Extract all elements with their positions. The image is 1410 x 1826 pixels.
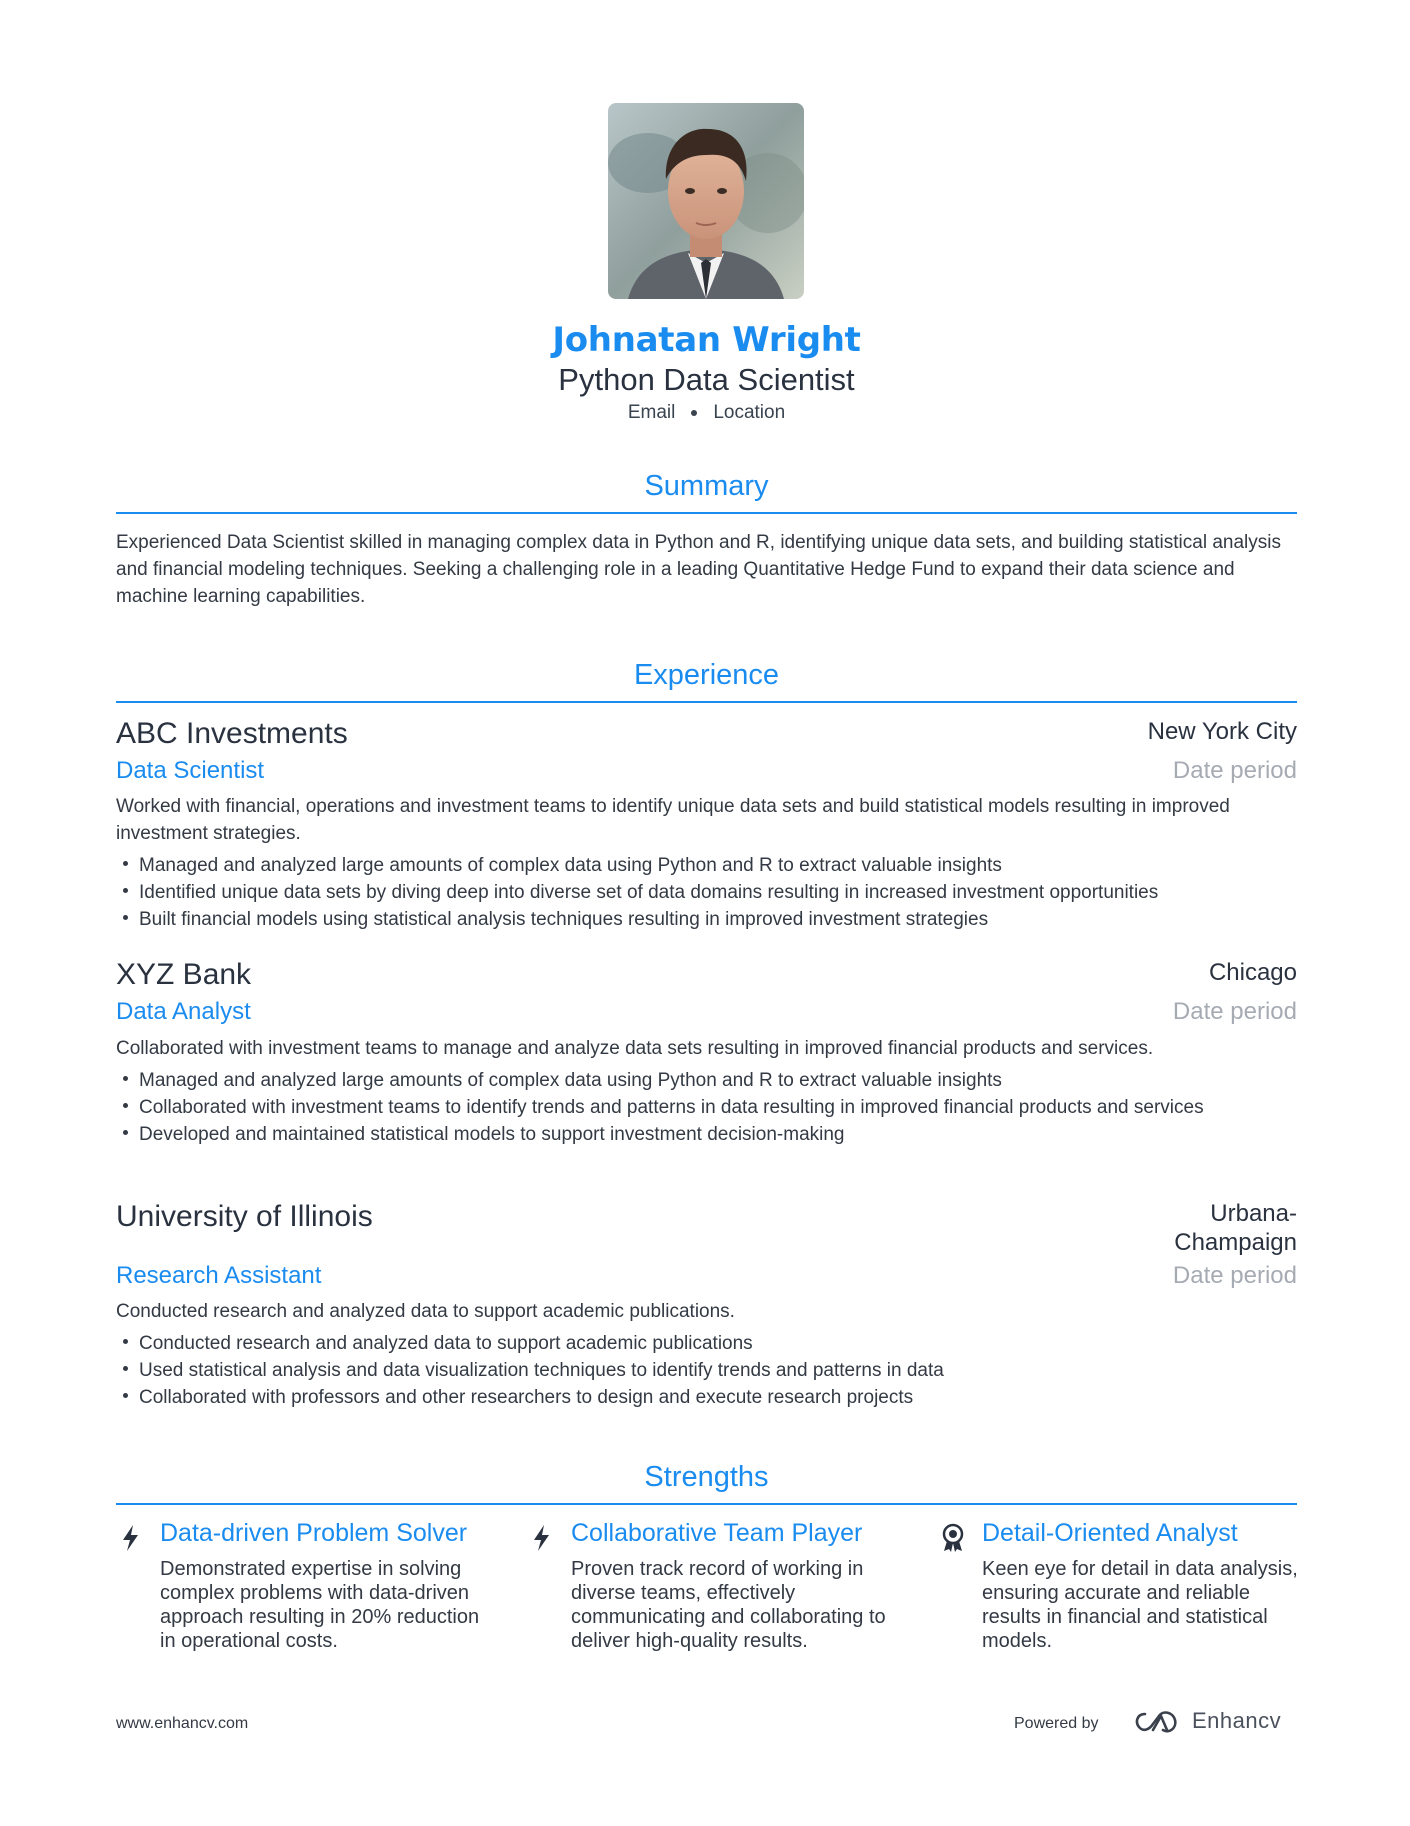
contact-location: Location [713, 402, 786, 423]
strength-description: Proven track record of working in diverse teams, effectively communicating and collaborating to deliver high-quality results. [571, 1558, 886, 1652]
strength-title: Collaborative Team Player [571, 1519, 863, 1547]
separator-dot [691, 410, 697, 416]
strength-description: Demonstrated expertise in solving complex problems with data-driven approach resulting in 20% reduction in operational costs. [160, 1558, 480, 1652]
strength-description: Keen eye for detail in data analysis, ensuring accurate and reliable results in financial and statistical models. [982, 1558, 1298, 1652]
bullet-item: Collaborated with investment teams to identify trends and patterns in data resulting in improved financial products and services [116, 1094, 1297, 1121]
bullet-item: Used statistical analysis and data visualization techniques to identify trends and patterns in data [116, 1357, 1297, 1384]
job-date: Date period [1172, 1262, 1297, 1289]
job-location: New York City [1147, 718, 1297, 745]
bullet-item: Developed and maintained statistical models to support investment decision-making [116, 1121, 1297, 1148]
contact-email[interactable]: Email [627, 402, 676, 423]
summary-text: Experienced Data Scientist skilled in managing complex data in Python and R, identifying unique data sets, and building statistical analysis and financial modeling techniques. Seeking a challenging role in a leading Quantitative Hedge Fund to expand their data science and machine learning capabilities. [116, 532, 1281, 607]
company-name: ABC Investments [116, 717, 348, 750]
job-location: Chicago [1208, 959, 1297, 986]
lightning-icon [118, 1523, 144, 1553]
section-heading-experience: Experience [633, 659, 780, 691]
job-description: Conducted research and analyzed data to support academic publications. [116, 1301, 735, 1322]
job-role: Data Analyst [116, 998, 251, 1025]
bullet-item: Managed and analyzed large amounts of complex data using Python and R to extract valuable insights [116, 1067, 1297, 1094]
section-divider [116, 701, 1297, 703]
job-location-line: Champaign [1174, 1229, 1297, 1256]
job-bullets [116, 852, 1297, 933]
bullet-item: Built financial models using statistical analysis techniques resulting in improved investment strategies [116, 906, 1297, 933]
contact-line [116, 402, 1297, 424]
job-location [1174, 1199, 1297, 1257]
job-bullets [116, 1330, 1297, 1411]
job-bullets [116, 1067, 1297, 1148]
bullet-item: Managed and analyzed large amounts of complex data using Python and R to extract valuable insights [116, 852, 1297, 879]
strength-title: Data-driven Problem Solver [160, 1519, 468, 1547]
job-role: Research Assistant [116, 1262, 322, 1289]
resume-page [116, 0, 1297, 1826]
footer-website-link[interactable]: www.enhancv.com [116, 1715, 249, 1732]
company-name: XYZ Bank [116, 958, 252, 991]
section-heading-summary: Summary [644, 470, 769, 502]
job-date: Date period [1172, 757, 1297, 784]
strength-title: Detail-Oriented Analyst [982, 1519, 1238, 1547]
bullet-item: Identified unique data sets by diving deep into diverse set of data domains resulting in increased investment opportunities [116, 879, 1297, 906]
lightning-icon [529, 1523, 555, 1553]
enhancv-brand-name[interactable]: Enhancv [1192, 1708, 1282, 1733]
job-date: Date period [1172, 998, 1297, 1025]
profile-photo [608, 103, 804, 299]
section-heading-strengths: Strengths [644, 1461, 769, 1493]
section-divider [116, 1503, 1297, 1505]
bullet-item: Conducted research and analyzed data to support academic publications [116, 1330, 1297, 1357]
award-ribbon-icon [940, 1523, 966, 1553]
job-location-line: Urbana- [1210, 1200, 1297, 1227]
candidate-name: Johnatan Wright [552, 320, 861, 360]
enhancv-logo-icon [1133, 1708, 1181, 1738]
powered-by-label: Powered by [1014, 1715, 1099, 1732]
bullet-item: Collaborated with professors and other researchers to design and execute research projects [116, 1384, 1297, 1411]
candidate-title: Python Data Scientist [558, 362, 855, 397]
section-divider [116, 512, 1297, 514]
job-role: Data Scientist [116, 757, 265, 784]
company-name: University of Illinois [116, 1200, 373, 1233]
job-description: Collaborated with investment teams to manage and analyze data sets resulting in improved financial products and services. [116, 1038, 1154, 1059]
job-description: Worked with financial, operations and investment teams to identify unique data sets and build statistical models resulting in improved investment strategies. [116, 796, 1230, 844]
